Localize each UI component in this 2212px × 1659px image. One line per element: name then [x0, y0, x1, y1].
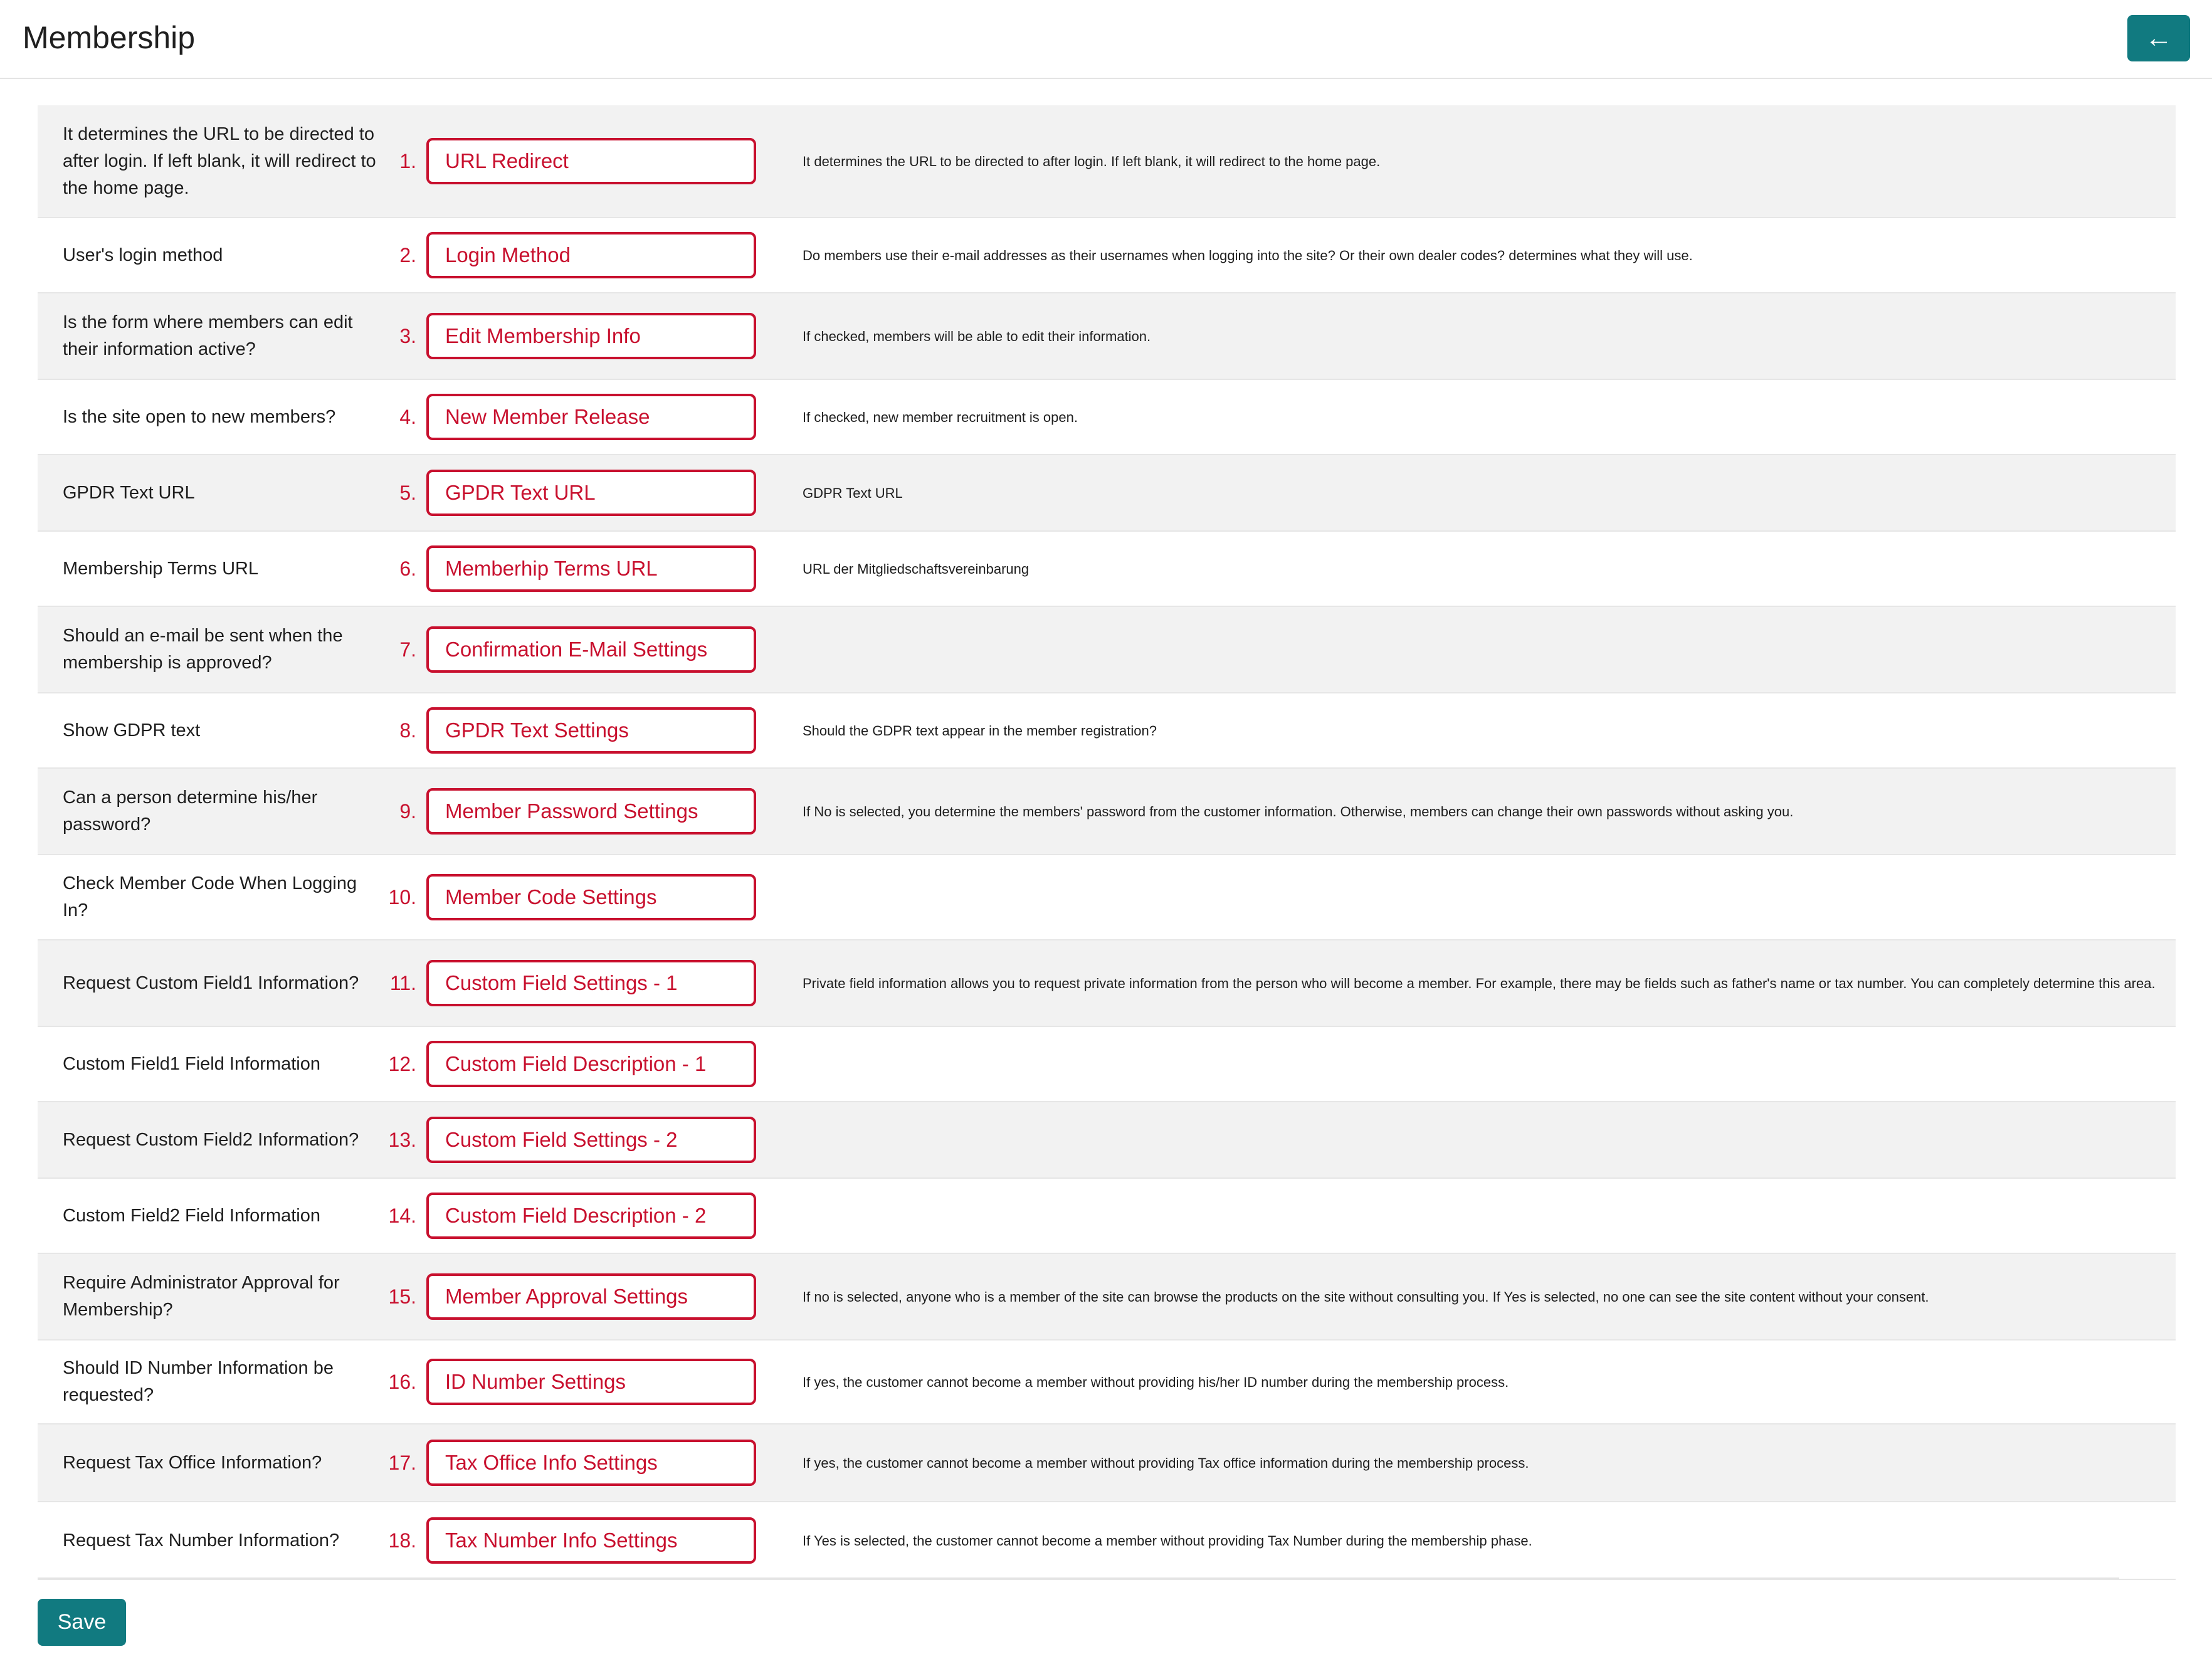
- row-number: 16.: [388, 1370, 416, 1393]
- custom-field-description-1-button[interactable]: Custom Field Description - 1: [426, 1041, 756, 1087]
- member-password-settings-button[interactable]: Member Password Settings: [426, 788, 756, 835]
- settings-row: [38, 1254, 2176, 1340]
- page-header: [0, 0, 2212, 79]
- confirmation-email-settings-button[interactable]: Confirmation E-Mail Settings: [426, 626, 756, 673]
- row-number: 7.: [399, 638, 416, 661]
- row-label: Request Custom Field2 Information?: [63, 1129, 359, 1150]
- membership-terms-url-button[interactable]: Memberhip Terms URL: [426, 545, 756, 592]
- row-description: If yes, the customer cannot become a member without providing Tax office information during the membership process.: [803, 1455, 1529, 1471]
- row-number: 1.: [399, 149, 416, 172]
- settings-row: [38, 380, 2176, 455]
- new-member-release-button[interactable]: New Member Release: [426, 394, 756, 440]
- row-label: User's login method: [63, 245, 223, 265]
- row-number: 14.: [388, 1204, 416, 1227]
- row-label: GPDR Text URL: [63, 482, 195, 503]
- settings-row: [38, 218, 2176, 293]
- settings-row: [38, 1502, 2176, 1580]
- member-approval-settings-button[interactable]: Member Approval Settings: [426, 1273, 756, 1320]
- row-label: Request Tax Number Information?: [63, 1530, 340, 1551]
- row-label: Request Tax Office Information?: [63, 1452, 322, 1473]
- row-label: Request Custom Field1 Information?: [63, 972, 359, 993]
- row-description: GDPR Text URL: [803, 485, 903, 501]
- row-description: Do members use their e-mail addresses as their usernames when logging into the site? Or their own dealer codes? determines what they will use.: [803, 247, 1693, 263]
- row-description: If checked, members will be able to edit their information.: [803, 328, 1151, 344]
- row-label: Require Administrator Approval for Membership?: [63, 1273, 340, 1320]
- edit-membership-info-button[interactable]: Edit Membership Info: [426, 313, 756, 359]
- row-description: URL der Mitgliedschaftsvereinbarung: [803, 561, 1030, 577]
- login-method-button[interactable]: Login Method: [426, 232, 756, 278]
- row-description: Should the GDPR text appear in the member registration?: [803, 722, 1157, 739]
- settings-row: [38, 293, 2176, 380]
- settings-row: [38, 855, 2176, 940]
- row-number: 15.: [388, 1285, 416, 1308]
- settings-row: [38, 455, 2176, 532]
- settings-row: [38, 532, 2176, 607]
- row-number: 13.: [388, 1128, 416, 1151]
- arrow-left-icon: ←: [2145, 23, 2172, 53]
- row-number: 12.: [388, 1052, 416, 1075]
- row-label: Is the site open to new members?: [63, 406, 336, 427]
- row-number: 4.: [399, 405, 416, 428]
- row-number: 6.: [399, 557, 416, 580]
- row-label: Check Member Code When Logging In?: [63, 873, 357, 920]
- member-code-settings-button[interactable]: Member Code Settings: [426, 874, 756, 920]
- tax-number-info-settings-button[interactable]: Tax Number Info Settings: [426, 1517, 756, 1564]
- row-description: Private field information allows you to request private information from the person who will become a member. For example, there may be fields such as father's name or tax number. You can completely determine this area.: [803, 975, 2156, 991]
- row-description: If No is selected, you determine the members' password from the customer information. Otherwise, members can change their own passwords without asking you.: [803, 803, 1794, 819]
- settings-row: [38, 693, 2176, 769]
- row-label: Should ID Number Information be requested?: [63, 1358, 334, 1405]
- settings-row: [38, 1027, 2176, 1102]
- row-number: 18.: [388, 1529, 416, 1552]
- row-description: If Yes is selected, the customer cannot become a member without providing Tax Number during the membership phase.: [803, 1532, 1532, 1549]
- row-label: Custom Field2 Field Information: [63, 1205, 320, 1226]
- row-label: Show GDPR text: [63, 720, 201, 740]
- row-number: 3.: [399, 324, 416, 347]
- row-label: Is the form where members can edit their information active?: [63, 312, 353, 359]
- id-number-settings-button[interactable]: ID Number Settings: [426, 1359, 756, 1405]
- row-description: If checked, new member recruitment is open.: [803, 409, 1078, 425]
- row-label: Custom Field1 Field Information: [63, 1053, 320, 1074]
- row-description: If yes, the customer cannot become a member without providing his/her ID number during the membership process.: [803, 1374, 1509, 1390]
- back-button[interactable]: [2127, 15, 2190, 61]
- row-label: Membership Terms URL: [63, 558, 259, 579]
- gdpr-text-settings-button[interactable]: GPDR Text Settings: [426, 707, 756, 754]
- row-number: 11.: [389, 971, 416, 994]
- settings-row: [38, 940, 2176, 1027]
- row-number: 8.: [399, 719, 416, 742]
- settings-row: [38, 105, 2176, 218]
- row-description: If no is selected, anyone who is a member of the site can browse the products on the site without consulting you. If Yes is selected, no one can see the site content without your consent.: [803, 1288, 1929, 1305]
- settings-row: [38, 1179, 2176, 1254]
- footer-divider: [38, 1577, 2119, 1579]
- settings-list: [38, 105, 2176, 1580]
- row-label: It determines the URL to be directed to after login. If left blank, it will redirect to the home page.: [63, 124, 376, 198]
- row-number: 2.: [399, 243, 416, 266]
- page-title: Membership: [23, 20, 196, 55]
- url-redirect-button[interactable]: URL Redirect: [426, 138, 756, 184]
- settings-row: [38, 607, 2176, 693]
- row-label: Should an e-mail be sent when the membership is approved?: [63, 626, 343, 673]
- gpdr-text-url-button[interactable]: GPDR Text URL: [426, 470, 756, 516]
- settings-row: [38, 1340, 2176, 1425]
- row-number: 17.: [388, 1451, 416, 1474]
- settings-row: [38, 1102, 2176, 1179]
- custom-field-description-2-button[interactable]: Custom Field Description - 2: [426, 1193, 756, 1239]
- row-number: 5.: [399, 481, 416, 504]
- row-number: 10.: [388, 885, 416, 908]
- custom-field-settings-2-button[interactable]: Custom Field Settings - 2: [426, 1117, 756, 1163]
- save-button[interactable]: Save: [38, 1599, 126, 1646]
- tax-office-info-settings-button[interactable]: Tax Office Info Settings: [426, 1440, 756, 1486]
- row-number: 9.: [399, 799, 416, 823]
- settings-row: [38, 769, 2176, 855]
- settings-row: [38, 1425, 2176, 1502]
- custom-field-settings-1-button[interactable]: Custom Field Settings - 1: [426, 960, 756, 1006]
- row-label: Can a person determine his/her password?: [63, 787, 318, 835]
- row-description: It determines the URL to be directed to after login. If left blank, it will redirect to the home page.: [803, 153, 1381, 169]
